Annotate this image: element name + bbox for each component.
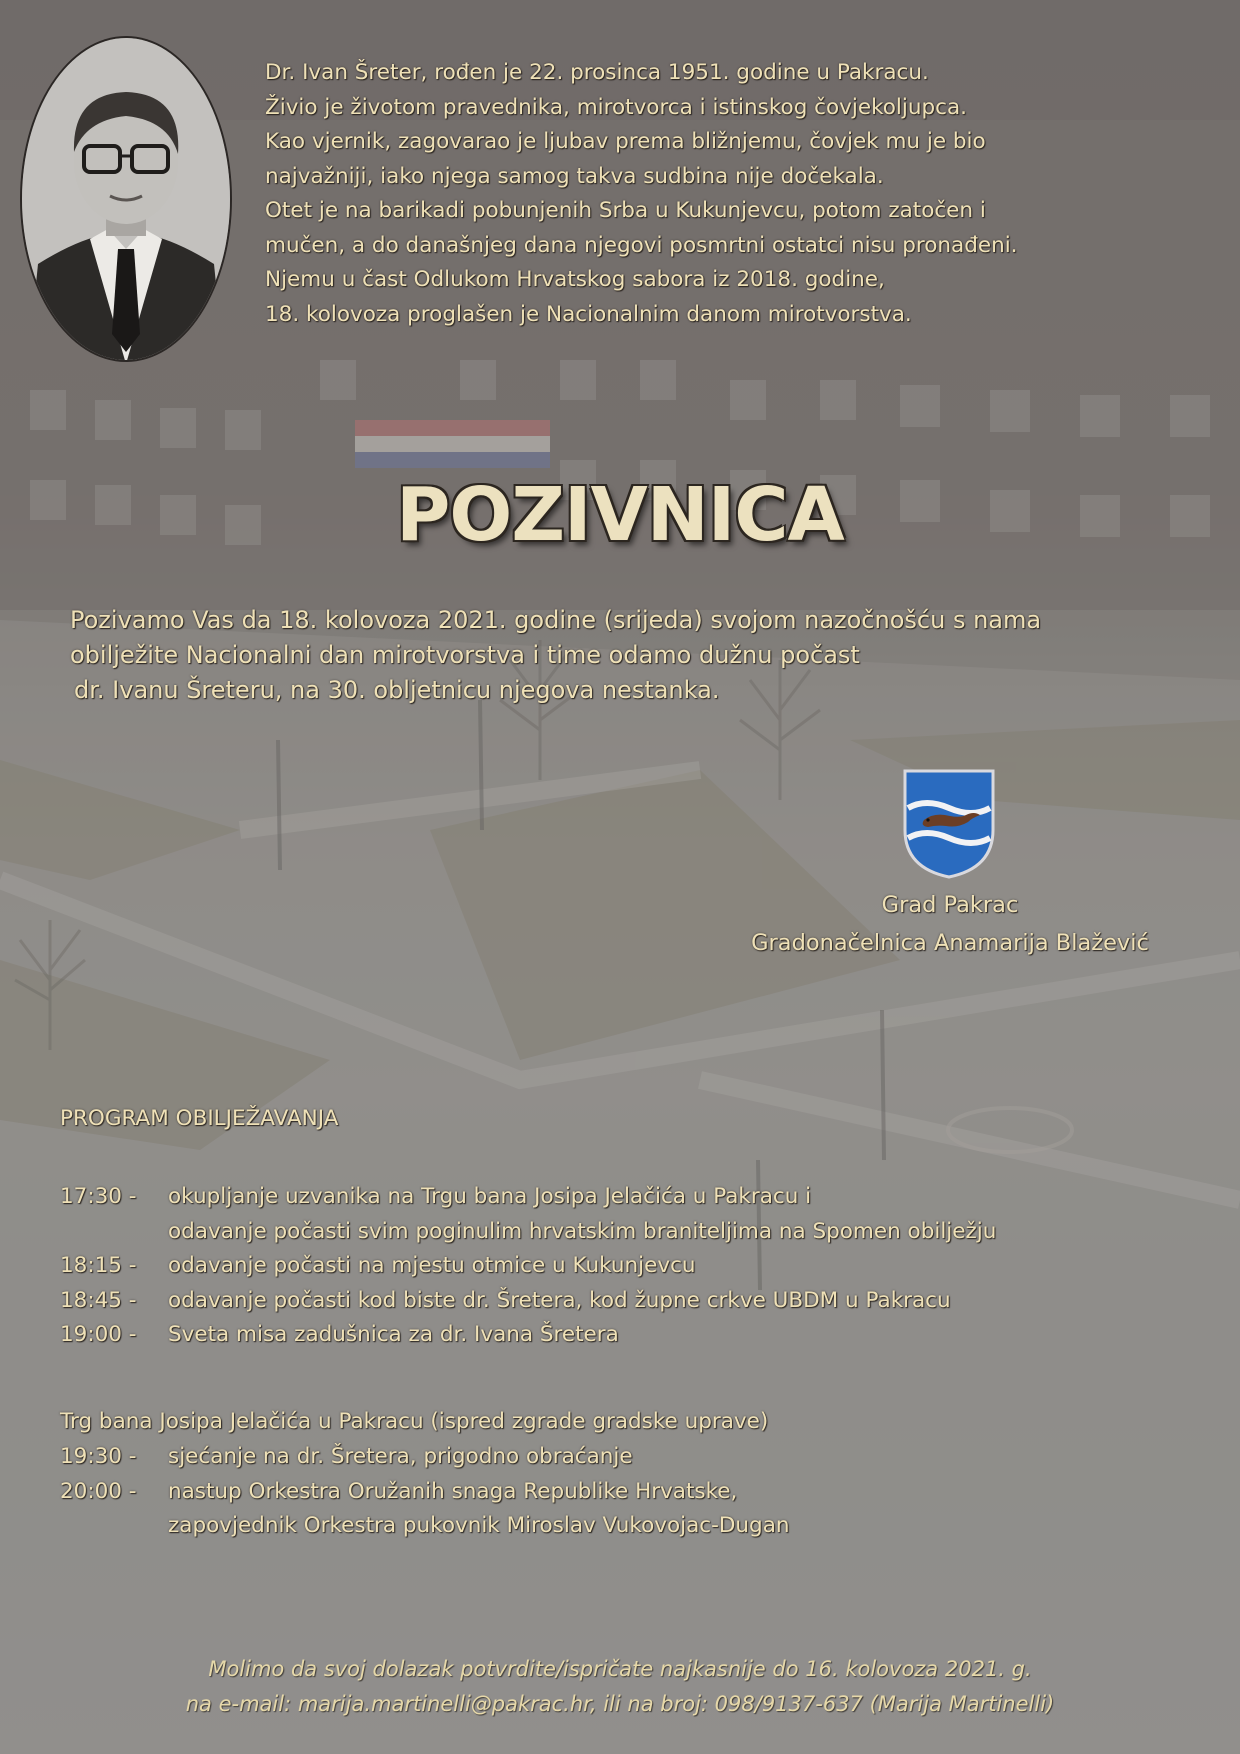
program-time: 18:15 - xyxy=(60,1253,137,1278)
portrait-photo xyxy=(18,34,234,364)
bio-line: Njemu u čast Odlukom Hrvatskog sabora iz 2018. godine, xyxy=(265,267,885,292)
bio-line: Živio je životom pravednika, mirotvorca i istinskog čovjekoljupca. xyxy=(265,94,967,120)
invitation-text xyxy=(70,603,1220,708)
rsvp-contact: na e-mail: marija.martinelli@pakrac.hr, ili na broj: 098/9137-637 (Marija Martinelli) xyxy=(185,1692,1055,1716)
program-time: 18:45 - xyxy=(60,1287,137,1313)
program-item xyxy=(60,1475,1230,1544)
program-text: zapovjednik Orkestra pukovnik Miroslav Vukovojac-Dugan xyxy=(168,1513,790,1538)
rsvp-footer xyxy=(0,1652,1240,1722)
program-item xyxy=(60,1440,1230,1475)
invitation-line: obilježite Nacionalni dan mirotvorstva i time odamo dužnu počast xyxy=(70,641,860,669)
program-text: sjećanje na dr. Šretera, prigodno obraćanje xyxy=(168,1444,633,1469)
venue-line: Trg bana Josipa Jelačića u Pakracu (ispred zgrade gradske uprave) xyxy=(60,1409,769,1434)
organizer-mayor: Gradonačelnica Anamarija Blažević xyxy=(751,930,1149,956)
program-heading: PROGRAM OBILJEŽAVANJA xyxy=(60,1106,339,1131)
invitation-line: Pozivamo Vas da 18. kolovoza 2021. godine (srijeda) svojom nazočnošću s nama xyxy=(70,606,1042,634)
bio-line: Kao vjernik, zagovarao je ljubav prema bližnjemu, čovjek mu je bio xyxy=(265,129,986,154)
program-text: odavanje počasti kod biste dr. Šretera, kod župne crkve UBDM u Pakracu xyxy=(168,1287,951,1313)
rsvp-line: Molimo da svoj dolazak potvrdite/ispričate najkasnije do 16. kolovoza 2021. g. xyxy=(208,1657,1032,1681)
program-text: odavanje počasti na mjestu otmice u Kukunjevcu xyxy=(168,1253,696,1278)
program-item xyxy=(60,1318,1230,1353)
page-title: POZIVNICA xyxy=(396,472,844,558)
program-text: nastup Orkestra Oružanih snaga Republike Hrvatske, xyxy=(168,1478,738,1504)
program-text: Sveta misa zadušnica za dr. Ivana Šretera xyxy=(168,1322,619,1347)
biography xyxy=(265,56,1225,332)
program-time: 20:00 - xyxy=(60,1478,137,1504)
program-time: 19:00 - xyxy=(60,1322,137,1347)
program-list-2 xyxy=(60,1440,1230,1544)
program-time: 17:30 - xyxy=(60,1184,137,1209)
program-time: 19:30 - xyxy=(60,1444,137,1469)
program-text: odavanje počasti svim poginulim hrvatskim braniteljima na Spomen obilježju xyxy=(168,1218,997,1244)
bio-line: mučen, a do današnjeg dana njegovi posmrtni ostatci nisu pronađeni. xyxy=(265,232,1018,258)
bio-line: najvažniji, iako njega samog takva sudbina nije dočekala. xyxy=(265,163,884,189)
program-item xyxy=(60,1249,1230,1284)
bio-line: Otet je na barikadi pobunjenih Srba u Kukunjevcu, potom zatočen i xyxy=(265,198,986,223)
program-item xyxy=(60,1180,1230,1249)
bio-line: Dr. Ivan Šreter, rođen je 22. prosinca 1951. godine u Pakracu. xyxy=(265,60,929,85)
organizer-name: Grad Pakrac xyxy=(881,892,1019,918)
invitation-line: dr. Ivanu Šreteru, na 30. obljetnicu njegova nestanka. xyxy=(74,676,720,704)
program-item xyxy=(60,1284,1230,1319)
coat-of-arms-icon xyxy=(902,768,996,880)
organizer-block xyxy=(690,886,1210,962)
program-list xyxy=(60,1180,1230,1353)
bio-line: 18. kolovoza proglašen je Nacionalnim danom mirotvorstva. xyxy=(265,301,912,327)
program-text: okupljanje uzvanika na Trgu bana Josipa Jelačića u Pakracu i xyxy=(168,1184,812,1209)
